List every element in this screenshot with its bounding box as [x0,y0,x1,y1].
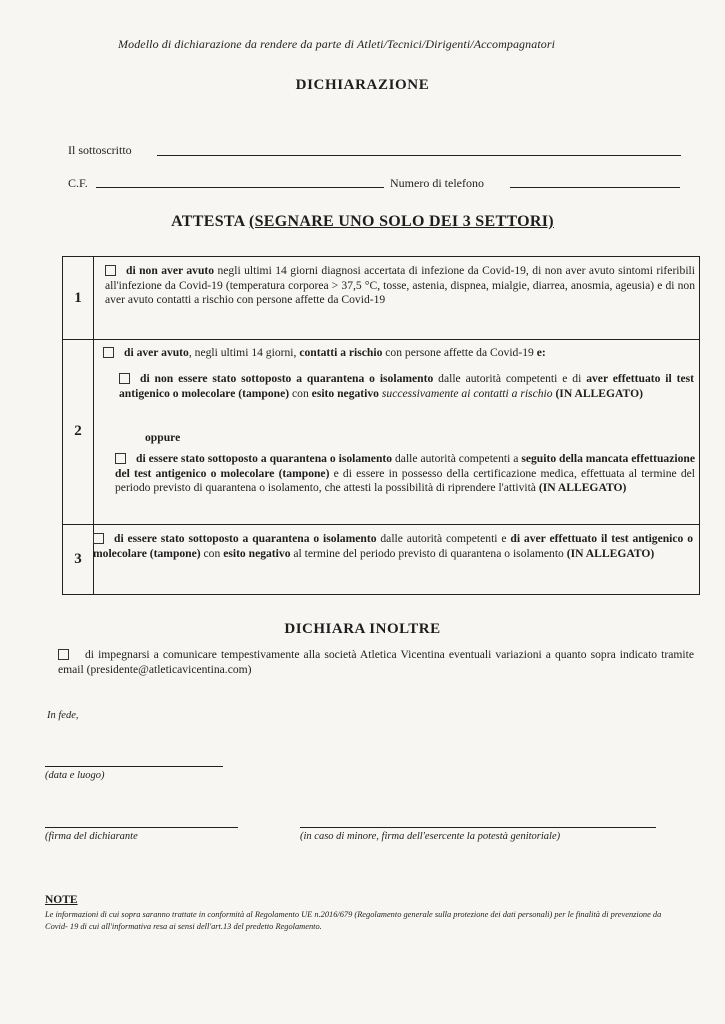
attesta-prefix: ATTESTA [171,213,249,230]
section-1-text [105,264,695,308]
data-luogo-label: (data e luogo) [45,770,105,781]
section-3 [62,524,700,595]
note-title: NOTE [45,894,78,906]
telefono-label: Numero di telefono [390,176,484,190]
section-2b-text [115,452,695,496]
section-2 [62,338,700,525]
section-2-bold3: e: [536,346,546,359]
section-2b-body2: e di essere in possesso della certificazione medica, effettuata al termine del periodo previsto di quarantena o isolamento, che attesti la possibilità di riprendere l'attività [115,466,696,495]
firma-genitore-field[interactable] [300,827,656,828]
telefono-field[interactable] [510,187,680,188]
section-2a-checkbox[interactable] [119,373,130,384]
section-number: 1 [63,257,94,339]
section-3-checkbox[interactable] [93,533,104,544]
section-2a-allegato: (IN ALLEGATO) [552,386,643,400]
section-2b-allegato: (IN ALLEGATO) [538,481,627,495]
form-model-header: Modello di dichiarazione da rendere da parte di Atleti/Tecnici/Dirigenti/Accompagnatori [118,37,556,51]
section-number: 3 [63,524,94,594]
section-2-checkbox[interactable] [103,347,114,358]
dichiara-body: di impegnarsi a comunicare tempestivamente alla società Atletica Vicentina eventuali variazioni a quanto sopra indicato tramite email (presidente@atleticavicentina.com) [58,648,694,676]
section-1-body: negli ultimi 14 giorni diagnosi accertata di infezione da Covid-19, di non aver avuto sintomi riferibili all'infezione da Covid-19 (temperatura corporea > 37,5 °C, tosse, astenia, dispnea, mialgie, diarrea, anosmia, ageusia) e di non aver avuto contatti a rischio con persone affette da Covid-19 [105,264,695,307]
sottoscritto-field[interactable] [157,155,681,156]
section-2-text: , negli ultimi 14 giorni, [188,346,300,359]
section-2b-bold2: seguito della mancata effettuazione del test antigenico o molecolare (tampone) [115,452,695,480]
document-title: DICHIARAZIONE [295,77,430,93]
section-2b-bold: di essere stato sottoposto a quarantena o isolamento [136,452,393,465]
cf-label: C.F. [68,176,88,190]
section-3-body2: con [200,546,224,560]
section-3-bold2: di aver effettuato il test antigenico o molecolare (tampone) [93,532,694,560]
oppure-label: oppure [145,431,181,444]
section-2-bold2: contatti a rischio [299,346,383,359]
section-2a-bold: di non essere stato sottoposto a quarantena o isolamento [140,372,434,385]
section-2a-body2: con [289,386,312,400]
attesta-heading [0,213,725,231]
section-3-bold3: esito negativo [223,546,291,560]
attesta-instruction: (SEGNARE UNO SOLO DEI 3 SETTORI) [248,213,554,230]
section-2-text2: con persone affette da Covid-19 [382,346,537,359]
dichiara-checkbox[interactable] [58,649,69,660]
section-1-bold: di non aver avuto [126,264,215,277]
firma-dichiarante-field[interactable] [45,827,238,828]
section-2b-checkbox[interactable] [115,453,126,464]
section-2a-italic: successivamente ai contatti a rischio [378,386,553,400]
section-2a-bold3: esito negativo [311,386,379,400]
section-1 [62,256,700,340]
section-2b-body: dalle autorità competenti a [392,452,522,465]
section-3-text [93,532,693,561]
section-3-allegato: (IN ALLEGATO) [566,546,655,560]
section-2a-body: dalle autorità competenti e di [433,372,587,385]
data-luogo-field[interactable] [45,766,223,767]
section-2a-bold2: aver effettuato il test antigenico o molecolare (tampone) [119,372,694,400]
dichiara-text [58,648,694,677]
section-3-bold: di essere stato sottoposto a quarantena o isolamento [114,532,377,545]
section-number: 2 [63,338,94,524]
section-2a-text [119,372,694,401]
in-fede-label: In fede, [47,710,79,721]
section-2-intro [103,346,695,361]
sottoscritto-label: Il sottoscritto [68,143,132,157]
firma-dichiarante-label: (firma del dichiarante [45,831,138,842]
section-1-checkbox[interactable] [105,265,116,276]
note-text: Le informazioni di cui sopra saranno trattate in conformità al Regolamento UE n.2016/679 (Regolamento generale sulla protezione dei dati personali) per le finalità di prevenzione da Covid- 19 di cui all'informativa resa ai sensi dell'art.13 del predetto Regolamento. [45,910,662,931]
firma-genitore-label: (in caso di minore, firma dell'esercente la potestà genitoriale) [300,831,561,842]
section-3-body: dalle autorità competenti e [376,532,511,545]
cf-field[interactable] [96,187,384,188]
section-3-body3: al termine del periodo previsto di quarantena o isolamento [290,546,567,560]
section-2-bold: di aver avuto [124,346,189,359]
dichiara-heading: DICHIARA INOLTRE [284,621,441,637]
